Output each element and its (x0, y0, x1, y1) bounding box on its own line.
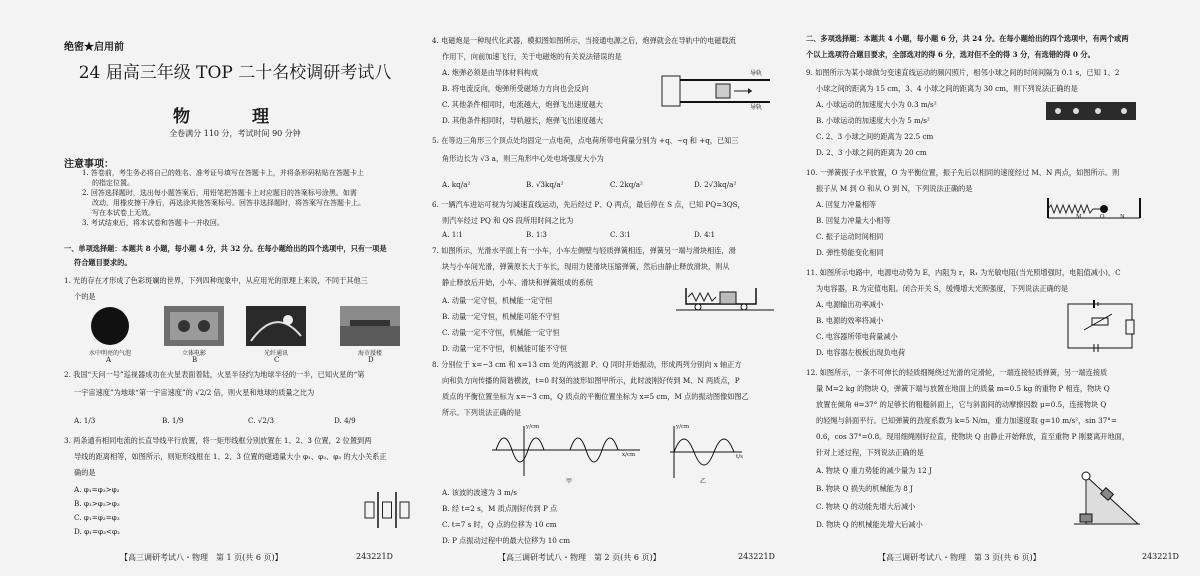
notice-line: 3. 考试结束后，将本试卷和答题卡一并收回。 (82, 219, 224, 227)
question-4-line: 4. 电磁炮是一种现代化武器，模拟图如图所示，当接通电源之后，炮弹就会在导轨中的电磁载流 (432, 36, 736, 45)
q12-option: A. 物块 Q 重力势能的减少量为 12 J (816, 466, 932, 475)
q2-option: B. 1/9 (162, 416, 184, 425)
notice-line: 改动，用橡皮擦干净后，再选涂其他答案标号。回答非选择题时，将答案写在答题卡上。 (92, 199, 365, 207)
rail-label: 导轨 (750, 70, 763, 77)
question-12-line: 的轻绳与斜面平行。已知弹簧的劲度系数为 k=5 N/m，重力加速度取 g=10 m/s²，sin 37°= (816, 416, 1117, 425)
question-11-line: 11. 如图所示电路中，电源电动势为 E，内阻为 r，R₁ 为光敏电阻(当光照增强时，电阻值减小)，C (806, 268, 1121, 277)
point-label: M (1076, 214, 1082, 220)
question-2-line: 一宇宙速度”为地球“第一宇宙速度”的 √2/2 倍，则火星和地球的质量之比为 (74, 388, 315, 397)
q7-option: A. 动量一定守恒，机械能一定守恒 (442, 296, 553, 305)
q10-option: A. 回复力冲量相等 (816, 200, 877, 209)
spring-oscillator-figure (1046, 196, 1142, 230)
section-heading: 二、多项选择题：本题共 4 小题，每小题 6 分，共 24 分。在每小题给出的四个选项中，有两个或两 (806, 34, 1129, 43)
strobe-photo (1046, 102, 1136, 124)
question-6-line: 6. 一辆汽车进站可视为匀减速直线运动，先后经过 P、Q 两点，最后停在 S 点，已知 PQ=3QS， (432, 200, 745, 209)
circuit-figure (1064, 296, 1138, 358)
confidential-mark: 绝密★启用前 (64, 42, 124, 53)
page-footer: 【高三调研考试八・物理 第 1 页(共 6 页)】 (120, 553, 283, 562)
question-7-line: 7. 如图所示，光滑水平面上有一小车，小车左侧壁与轻质弹簧相连，弹簧另一端与滑块相连，滑 (432, 246, 736, 255)
page-code: 243221D (1142, 552, 1179, 561)
question-3-line: 3. 两条通有相同电流的长直导线平行放置，将一矩形线框分别放置在 1、2、3 位置，2 位置到两 (64, 436, 372, 445)
q11-option: D. 电容器左极板出现负电荷 (816, 348, 906, 357)
3d-movie-image (164, 306, 224, 346)
question-8-line: 向和负方向传播的简谐横波，t=0 时刻的波形如图甲所示，此时波刚好传到 M、N 两质点，P (442, 376, 740, 385)
section-heading: 符合题目要求的。 (74, 258, 132, 267)
question-3-line: 导线的距离相等，如图所示，则矩形线框在 1、2、3 位置的磁通量大小 φ₁、φ₂、φ₃ 的大小关系正 (74, 452, 387, 461)
q9-option: C. 2、3 小球之间的距离为 22.5 cm (816, 132, 934, 141)
question-12-line: 0.6，cos 37°=0.8。现用细绳刚好拉直，使物块 Q 由静止开始释放，直至重物 P 刚要离开地面， (816, 432, 1130, 441)
option-letter: A (106, 356, 112, 364)
notice-line: 2. 回答选择题时，选出每小题答案后，用铅笔把答题卡上对应题目的答案标号涂黑。如需 (82, 189, 357, 197)
question-2-line: 2. 我国“天问一号”巡视器成功在火星表面着陆，火星半径约为地球半径的一半，已知火星的“第 (64, 370, 365, 379)
question-3-line: 确的是 (74, 468, 96, 477)
notice-line: 的指定位置。 (92, 179, 134, 187)
question-1-line: 1. 光的存在才形成了色彩斑斓的世界，下列四种现象中，从应用光的原理上来说，不同于其他三 (64, 276, 368, 285)
question-7-line: 静止释放后开始，小车、滑块和弹簧组成的系统 (442, 278, 593, 287)
q4-option: C. 其他条件相同时，电流越大，炮弹飞出速度越大 (442, 100, 603, 109)
axis-label: y/cm (526, 424, 540, 430)
question-4-line: 作用下，向前加速飞行，关于电磁炮的有关说法错误的是 (442, 52, 622, 61)
page-1 (0, 0, 412, 576)
image-caption: 光纤通讯 (263, 350, 288, 357)
question-7-line: 块与小车间光滑，弹簧原长大于车长，现用力使滑块压缩弹簧，然后由静止释放滑块，则从 (442, 262, 730, 271)
q12-option: D. 物块 Q 的机械能先增大后减小 (816, 520, 923, 529)
exam-title: 24 届高三年级 TOP 二十名校调研考试八 (78, 63, 392, 83)
page-footer: 【高三调研考试八・物理 第 2 页(共 6 页)】 (498, 553, 661, 562)
q7-option: C. 动量一定不守恒，机械能一定守恒 (442, 328, 560, 337)
q9-option: D. 2、3 小球之间的距离为 20 cm (816, 148, 927, 157)
axis-label: x/cm (622, 452, 636, 458)
cart-spring-figure (676, 284, 776, 318)
question-9-line: 小球之间的距离为 15 cm，3、4 小球之间的距离为 30 cm，则下列说法正确的是 (816, 84, 1078, 93)
q10-option: D. 弹性势能变化相同 (816, 248, 884, 257)
question-6-line: 则汽车经过 PQ 和 QS 段所用时间之比为 (442, 216, 574, 225)
option-letter: B (192, 356, 198, 364)
q7-option: D. 动量一定不守恒，机械能可能不守恒 (442, 344, 568, 353)
q3-option: D. φ₁=φ₃<φ₂ (74, 527, 120, 536)
point-label: O (1100, 214, 1105, 220)
q4-option: D. 其他条件相同时，导轨越长，炮弹飞出速度越大 (442, 116, 604, 125)
q2-option: A. 1/3 (74, 416, 96, 425)
page-2 (412, 0, 802, 576)
page-code: 243221D (738, 552, 775, 561)
q11-option: A. 电源输出功率减小 (816, 300, 884, 309)
q3-option: C. φ₁=φ₂=φ₃ (74, 513, 120, 522)
q12-option: C. 物块 Q 的动能先增大后减小 (816, 502, 916, 511)
question-11-line: 为电容器，R 为定值电阻。闭合开关 S，缓慢增大光照强度，下列说法正确的是 (816, 284, 1069, 293)
section-heading: 个以上选项符合题目要求，全部选对的得 6 分，选对但不全的得 3 分，有选错的得 0 分。 (806, 50, 1095, 59)
axis-label: t/s (736, 454, 743, 460)
page-footer: 【高三调研考试八・物理 第 3 页(共 6 页)】 (878, 553, 1041, 562)
question-5-line: 5. 在等边三角形三个顶点处均固定一点电荷，点电荷所带电荷量分别为 +q、−q 和 +q，已知三 (432, 136, 739, 145)
exam-meta: 全卷满分 110 分，考试时间 90 分钟 (169, 129, 301, 138)
q8-option: A. 该波的波速为 3 m/s (442, 488, 517, 497)
q10-option: C. 振子运动时间相同 (816, 232, 884, 241)
q8-option: C. t=7 s 时，Q 点的位移为 10 cm (442, 520, 557, 529)
q6-option: C. 3∶1 (610, 230, 631, 239)
rail-label: 导轨 (750, 104, 763, 111)
page-code: 243221D (356, 552, 393, 561)
incline-pulley-figure (1072, 466, 1142, 530)
q2-option: C. √2/3 (248, 416, 274, 425)
notice-heading: 注意事项： (64, 159, 114, 170)
q5-option: D. 2√3kq/a² (694, 180, 737, 189)
image-caption: 水中明亮的气泡 (88, 350, 131, 357)
fiber-optic-image (246, 306, 306, 346)
q3-option: B. φ₁>φ₂>φ₃ (74, 499, 120, 508)
question-10-line: 10. 一弹簧振子水平放置，O 为平衡位置，振子先后以相同的速度经过 M、N 两点，如图所示。则 (806, 168, 1120, 177)
question-8-line: 8. 分别位于 x=−3 cm 和 x=13 cm 处的两波源 P、Q 同时开始振动，形成两列分别向 x 轴正方 (432, 360, 742, 369)
question-12-line: 放置在倾角 θ=37° 的足够长的粗糙斜面上，它与斜面间的动摩擦因数 μ=0.5，连接物块 Q (816, 400, 1107, 409)
q4-option: A. 炮弹必须是由导体材料构成 (442, 68, 539, 77)
q6-option: B. 1∶3 (526, 230, 547, 239)
q5-option: C. 2kq/a² (610, 180, 643, 189)
q12-option: B. 物块 Q 损失的机械能为 8 J (816, 484, 914, 493)
q8-option: B. 经 t=2 s，M 质点刚好传到 P 点 (442, 504, 558, 513)
section-heading: 一、单项选择题：本题共 8 小题，每小题 4 分，共 32 分。在每小题给出的四个选项中，只有一项是 (64, 244, 387, 253)
q5-option: A. kq/a² (442, 180, 471, 189)
question-9-line: 9. 如图所示为某小球做匀变速直线运动的频闪照片，相邻小球之间的时间间隔为 0.1 s，已知 1、2 (806, 68, 1120, 77)
notice-line: 1. 答卷前，考生务必将自己的姓名、准考证号填写在答题卡上，并将条形码粘贴在答题卡上 (82, 169, 364, 177)
q11-option: C. 电容器所带电荷量减小 (816, 332, 898, 341)
point-label: N (1120, 214, 1125, 220)
question-8-line: 所示。下列说法正确的是 (442, 408, 522, 417)
image-caption: 立体电影 (181, 350, 206, 357)
q2-option: D. 4/9 (334, 416, 356, 425)
q9-option: B. 小球运动的加速度大小为 5 m/s² (816, 116, 930, 125)
mirage-image (340, 306, 400, 346)
q3-option: A. φ₁=φ₃>φ₂ (74, 485, 120, 494)
question-5-line: 角形边长为 √3 a，则三角形中心处电场强度大小为 (442, 154, 604, 163)
option-letter: D (368, 356, 374, 364)
option-letter: C (274, 356, 280, 364)
figure-label: 乙 (700, 478, 707, 485)
bubble-image (80, 306, 140, 346)
q4-option: B. 将电流反向，炮弹所受磁场力方向也会反向 (442, 84, 589, 93)
q5-option: B. √3kq/a² (526, 180, 564, 189)
image-caption: 海市蜃楼 (357, 350, 382, 357)
question-12-line: 12. 如图所示，一条不可伸长的轻质细绳绕过光滑的定滑轮，一端连接轻质弹簧，另一端连接质 (806, 368, 1108, 377)
figure-label: 甲 (566, 478, 573, 485)
subject-title: 物 理 (173, 107, 297, 127)
axis-label: y/cm (676, 424, 690, 430)
q6-option: D. 4∶1 (694, 230, 716, 239)
wire-loop-figure (362, 490, 412, 534)
question-10-line: 振子从 M 到 O 和从 O 到 N，下列说法正确的是 (816, 184, 973, 193)
question-12-line: 量 M=2 kg 的物块 Q，弹簧下端与放置在地面上的质量 m=0.5 kg 的重物 P 相连，物块 Q (816, 384, 1110, 393)
notice-line: 写在本试卷上无效。 (92, 209, 155, 217)
q8-option: D. P 点振动过程中的最大位移为 10 cm (442, 536, 571, 545)
question-8-line: 质点的平衡位置坐标为 x=−3 cm，Q 质点的平衡位置坐标为 x=5 cm，M 点的振动图像如图乙 (442, 392, 749, 401)
q6-option: A. 1∶1 (442, 230, 463, 239)
q9-option: A. 小球运动的加速度大小为 0.3 m/s² (816, 100, 937, 109)
page-3 (802, 0, 1200, 576)
q11-option: B. 电源的效率将减小 (816, 316, 884, 325)
q10-option: B. 回复力冲量大小相等 (816, 216, 891, 225)
question-12-line: 针对上述过程，下列说法正确的是 (816, 448, 924, 457)
q7-option: B. 动量一定守恒，机械能可能不守恒 (442, 312, 560, 321)
question-1-line: 个的是 (74, 292, 96, 301)
